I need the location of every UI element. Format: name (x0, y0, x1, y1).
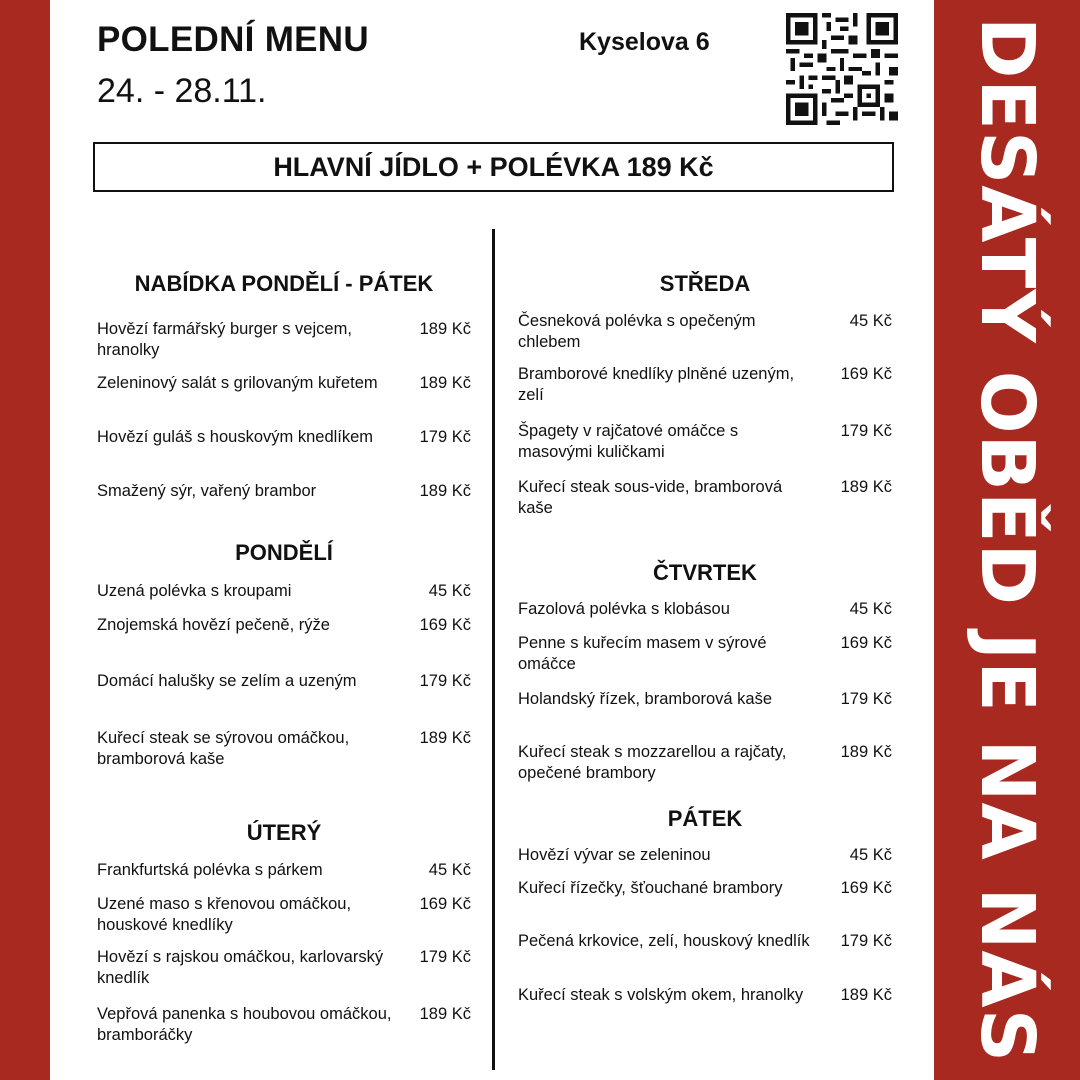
menu-item (97, 373, 471, 394)
item-price: 45 Kč (428, 582, 471, 600)
item-price: 189 Kč (419, 1005, 471, 1023)
menu-item (518, 742, 892, 784)
combo-offer-banner: HLAVNÍ JÍDLO + POLÉVKA 189 Kč (93, 142, 894, 192)
menu-item (97, 581, 471, 602)
item-name: Penne s kuřecím masem v sýrové omáčce (518, 634, 767, 673)
item-price: 189 Kč (840, 986, 892, 1004)
menu-item (518, 689, 892, 710)
item-name: Špagety v rajčatové omáčce s masovými kuličkami (518, 422, 739, 461)
menu-item (97, 1004, 471, 1046)
section-heading-tuesday: ÚTERÝ (246, 820, 322, 845)
item-price: 169 Kč (840, 365, 892, 383)
item-name: Kuřecí řízečky, šťouchané brambory (518, 879, 783, 897)
menu-date: 24. - 28.11. (97, 72, 267, 110)
menu-item (97, 860, 471, 881)
item-name: Znojemská hovězí pečeně, rýže (97, 616, 330, 634)
item-name: Pečená krkovice, zelí, houskový knedlík (518, 932, 810, 950)
item-price: 179 Kč (840, 932, 892, 950)
item-price: 169 Kč (419, 895, 471, 913)
item-name: Kuřecí steak s volským okem, hranolky (518, 986, 804, 1004)
item-price: 179 Kč (419, 948, 471, 966)
menu-item (518, 599, 892, 620)
menu-item (97, 319, 471, 361)
item-name: Zeleninový salát s grilovaným kuřetem (97, 374, 378, 392)
item-price: 169 Kč (419, 616, 471, 634)
item-price: 45 Kč (849, 312, 892, 330)
item-name: Bramborové knedlíky plněné uzeným, zelí (518, 365, 795, 404)
item-name: Hovězí guláš s houskovým knedlíkem (97, 428, 374, 446)
menu-item (518, 845, 892, 866)
item-price: 169 Kč (840, 634, 892, 652)
item-name: Kuřecí steak s mozzarellou a rajčaty, opečené brambory (518, 743, 787, 782)
item-price: 189 Kč (840, 478, 892, 496)
item-price: 189 Kč (419, 374, 471, 392)
item-name: Česneková polévka s opečeným chlebem (518, 312, 756, 351)
vertical-slogan: DESÁTÝ OBĚD JE NA NÁS (964, 17, 1050, 1063)
menu-item (97, 481, 471, 502)
item-price: 45 Kč (849, 600, 892, 618)
item-price: 179 Kč (840, 690, 892, 708)
item-price: 179 Kč (419, 428, 471, 446)
item-name: Uzené maso s křenovou omáčkou, houskové knedlíky (97, 895, 352, 934)
item-price: 189 Kč (419, 482, 471, 500)
menu-item (97, 728, 471, 770)
item-price: 189 Kč (840, 743, 892, 761)
item-price: 45 Kč (428, 861, 471, 879)
item-name: Kuřecí steak se sýrovou omáčkou, bramborová kaše (97, 729, 350, 768)
item-name: Domácí halušky se zelím a uzeným (97, 672, 357, 690)
menu-item (518, 311, 892, 353)
menu-item (518, 421, 892, 463)
qr-code-icon[interactable] (786, 13, 898, 125)
item-name: Hovězí s rajskou omáčkou, karlovarský knedlík (97, 948, 384, 987)
item-price: 189 Kč (419, 729, 471, 747)
section-heading-week: NABÍDKA PONDĚLÍ - PÁTEK (134, 271, 434, 296)
left-red-band (0, 0, 50, 1080)
menu-item (518, 477, 892, 519)
item-name: Uzená polévka s kroupami (97, 582, 292, 600)
menu-item (518, 364, 892, 406)
menu-item (518, 633, 892, 675)
menu-item (518, 931, 892, 952)
menu-item (97, 427, 471, 448)
section-heading-wednesday: STŘEDA (659, 271, 751, 296)
column-divider (492, 229, 495, 1070)
restaurant-address: Kyselova 6 (579, 28, 710, 56)
item-name: Frankfurtská polévka s párkem (97, 861, 323, 879)
item-price: 45 Kč (849, 846, 892, 864)
menu-item (97, 671, 471, 692)
item-name: Fazolová polévka s klobásou (518, 600, 730, 618)
menu-item (518, 985, 892, 1006)
section-heading-monday: PONDĚLÍ (235, 540, 333, 565)
item-name: Vepřová panenka s houbovou omáčkou, bramboráčky (97, 1005, 392, 1044)
item-price: 189 Kč (419, 320, 471, 338)
section-heading-thursday: ČTVRTEK (653, 560, 757, 585)
menu-item (97, 615, 471, 636)
item-name: Hovězí farmářský burger s vejcem, hranolky (97, 320, 352, 359)
item-price: 179 Kč (419, 672, 471, 690)
item-name: Hovězí vývar se zeleninou (518, 846, 711, 864)
menu-title: POLEDNÍ MENU (97, 20, 369, 59)
item-name: Kuřecí steak sous-vide, bramborová kaše (518, 478, 783, 517)
section-heading-friday: PÁTEK (667, 806, 743, 831)
item-name: Smažený sýr, vařený brambor (97, 482, 317, 500)
menu-item (518, 878, 892, 899)
item-price: 169 Kč (840, 879, 892, 897)
item-price: 179 Kč (840, 422, 892, 440)
item-name: Holandský řízek, bramborová kaše (518, 690, 773, 708)
menu-item (97, 894, 471, 936)
menu-item (97, 947, 471, 989)
